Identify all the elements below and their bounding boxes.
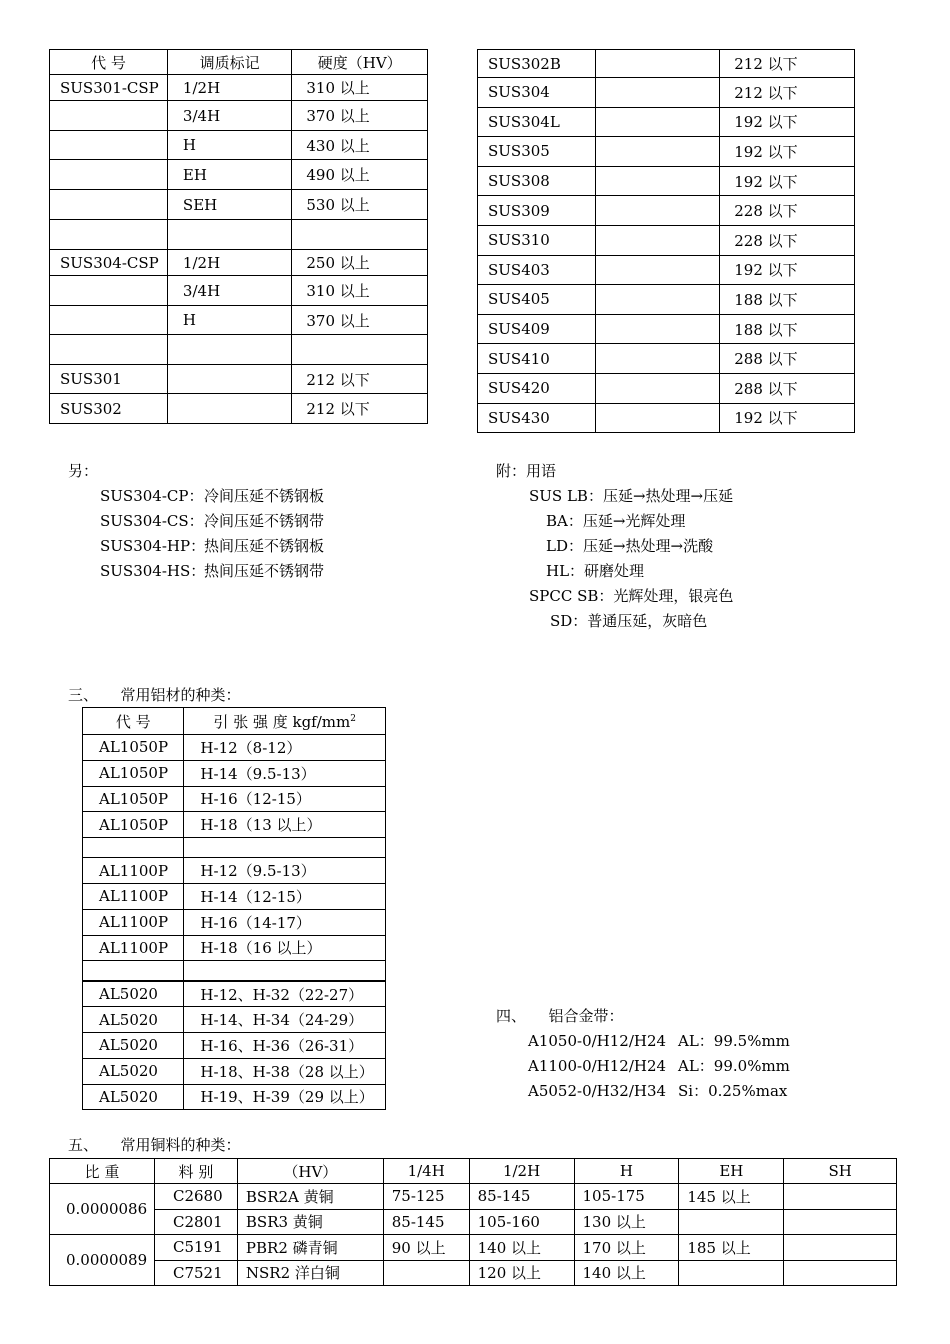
alloy-strip-section [496,1004,790,1104]
header-code: 代 号 [83,708,184,735]
glossary-item: HL：研磨处理 [546,562,645,580]
table-row [83,1058,386,1084]
glossary [496,459,733,634]
grade-cell: SUS403 [478,255,596,285]
al-code-cell: AL1100P [83,858,184,884]
alloy-item [528,1029,790,1054]
note-item [100,509,324,534]
temper-cell: 1/2H [167,250,291,276]
hardness-cell: 530 以上 [292,190,428,220]
cu-spring-hard-cell [784,1184,897,1210]
grade-cell [50,335,168,365]
temper-cell: H [167,306,291,335]
glossary-item: SUS LB：压延→热处理→压延 [529,487,734,505]
temper-cell [595,373,719,403]
glossary-item: SD：普通压延，灰暗色 [550,612,708,630]
al-strength-cell: H-14（12-15） [184,883,386,909]
other-notes [68,459,324,584]
header-hardness: 硬度（HV） [292,50,428,75]
temper-cell: 3/4H [167,276,291,306]
note-desc: 冷间压延不锈钢板 [204,487,325,505]
table-row [83,1032,386,1058]
cu-quarter-hard-cell: 90 以上 [383,1235,469,1261]
temper-cell [595,255,719,285]
table-row [83,1084,386,1110]
grade-cell: SUS405 [478,285,596,315]
table-row [83,883,386,909]
cu-spring-hard-cell [784,1260,897,1286]
table-row [478,166,855,196]
header-grade: 料 别 [154,1159,237,1184]
cu-name-cell: BSR3 黄铜 [237,1209,383,1235]
al-code-cell: AL5020 [83,1084,184,1110]
table-row [83,981,386,1007]
grade-cell [50,131,168,160]
hardness-cell: 192 以下 [720,403,855,433]
al-strength-cell [184,961,386,981]
table-row [478,196,855,226]
grade-cell: SUS420 [478,373,596,403]
table-row [50,1235,897,1261]
al-code-cell: AL1050P [83,786,184,812]
table-row [478,373,855,403]
cu-hard-cell: 140 以上 [574,1260,679,1286]
spacer-row [83,961,386,981]
table-row [50,101,428,131]
table-row [50,1209,897,1235]
al-code-cell: AL5020 [83,1007,184,1033]
header-half-hard: 1/2H [469,1159,574,1184]
hardness-cell: 188 以下 [720,314,855,344]
header-superscript: 2 [350,713,356,724]
hardness-cell: 192 以下 [720,255,855,285]
alloy-item [528,1079,790,1104]
cu-half-hard-cell: 120 以上 [469,1260,574,1286]
grade-cell [50,276,168,306]
table-row [50,1260,897,1286]
temper-cell [595,50,719,78]
hardness-cell: 430 以上 [292,131,428,160]
stainless-hardness-table-left [49,49,428,424]
temper-cell: EH [167,160,291,190]
hardness-cell: 212 以下 [720,78,855,108]
header-quarter-hard: 1/4H [383,1159,469,1184]
alloy-grade: A1050-0/H12/H24 [528,1032,667,1050]
header-density: 比 重 [50,1159,155,1184]
cu-half-hard-cell: 140 以上 [469,1235,574,1261]
table-row [478,78,855,108]
table-row [478,255,855,285]
table-row [478,137,855,167]
copper-section-title: 五、 常用铜料的种类： [68,1136,241,1154]
temper-cell: 1/2H [167,75,291,101]
al-code-cell: AL5020 [83,1058,184,1084]
cu-hard-cell: 105-175 [574,1184,679,1210]
aluminum-section-title: 三、 常用铝材的种类： [68,686,241,704]
al-strength-cell: H-16（12-15） [184,786,386,812]
table-row [50,131,428,160]
cu-extra-hard-cell: 145 以上 [679,1184,784,1210]
table-row [83,760,386,786]
al-strength-cell: H-14（9.5-13） [184,760,386,786]
glossary-title: 附：用语 [496,462,557,480]
table-row [478,50,855,78]
grade-cell: SUS302 [50,394,168,424]
temper-cell [595,344,719,374]
glossary-item: BA：压延→光辉处理 [546,512,686,530]
table-row [50,394,428,424]
temper-cell [595,78,719,108]
hardness-cell: 288 以下 [720,344,855,374]
copper-table [49,1158,897,1286]
hardness-cell: 212 以下 [292,365,428,394]
cu-quarter-hard-cell: 75-125 [383,1184,469,1210]
cu-grade-cell: C7521 [154,1260,237,1286]
note-desc: 热间压延不锈钢板 [204,537,325,555]
stainless-hardness-table-right [477,49,855,433]
table-row [83,858,386,884]
alloy-strip-title: 四、 铝合金带： [496,1007,624,1025]
al-code-cell: AL1050P [83,760,184,786]
al-code-cell: AL1100P [83,883,184,909]
al-code-cell [83,961,184,981]
cu-extra-hard-cell [679,1260,784,1286]
al-strength-cell: H-18、H-38（28 以上） [184,1058,386,1084]
hardness-cell [292,335,428,365]
table-row [478,314,855,344]
cu-hard-cell: 130 以上 [574,1209,679,1235]
grade-cell: SUS304-CSP [50,250,168,276]
cu-grade-cell: C5191 [154,1235,237,1261]
note-code: SUS304-CS： [100,512,204,530]
hardness-cell: 212 以下 [720,50,855,78]
header-extra-hard: EH [679,1159,784,1184]
temper-cell [595,137,719,167]
hardness-cell: 370 以上 [292,101,428,131]
table-row [50,160,428,190]
cu-quarter-hard-cell [383,1260,469,1286]
grade-cell: SUS302B [478,50,596,78]
cu-name-cell: PBR2 磷青铜 [237,1235,383,1261]
hardness-cell: 212 以下 [292,394,428,424]
temper-cell [595,166,719,196]
other-notes-title: 另： [68,462,99,480]
hardness-cell: 192 以下 [720,107,855,137]
grade-cell: SUS409 [478,314,596,344]
cu-grade-cell: C2680 [154,1184,237,1210]
hardness-cell: 228 以下 [720,225,855,255]
table-row [478,285,855,315]
alloy-item [528,1054,790,1079]
note-code: SUS304-HP： [100,537,206,555]
table-row [478,403,855,433]
aluminum-table [82,707,386,1110]
grade-cell: SUS301 [50,365,168,394]
al-strength-cell: H-12（9.5-13） [184,858,386,884]
al-strength-cell: H-16（14-17） [184,909,386,935]
header-hv: （HV） [237,1159,383,1184]
hardness-cell: 288 以下 [720,373,855,403]
temper-cell [167,394,291,424]
temper-cell [595,107,719,137]
glossary-item: SPCC SB：光辉处理，银亮色 [529,587,734,605]
table-row [478,225,855,255]
al-code-cell: AL1100P [83,909,184,935]
hardness-cell: 188 以下 [720,285,855,315]
cu-quarter-hard-cell: 85-145 [383,1209,469,1235]
hardness-cell: 250 以上 [292,250,428,276]
hardness-cell: 192 以下 [720,137,855,167]
alloy-grade: A5052-0/H32/H34 [528,1082,667,1100]
al-code-cell [83,838,184,858]
cu-name-cell: NSR2 洋白铜 [237,1260,383,1286]
table-row [50,75,428,101]
temper-cell [167,220,291,250]
grade-cell: SUS310 [478,225,596,255]
temper-cell [167,365,291,394]
al-strength-cell: H-18（13 以上） [184,812,386,838]
temper-cell [595,285,719,315]
hardness-cell: 490 以上 [292,160,428,190]
al-strength-cell: H-16、H-36（26-31） [184,1032,386,1058]
table-row [83,786,386,812]
note-desc: 冷间压延不锈钢带 [204,512,325,530]
al-code-cell: AL1100P [83,935,184,961]
table-header-row [50,50,428,75]
note-desc: 热间压延不锈钢带 [204,562,325,580]
temper-cell: 3/4H [167,101,291,131]
al-code-cell: AL5020 [83,981,184,1007]
temper-cell [167,335,291,365]
table-row [83,1007,386,1033]
table-row [50,250,428,276]
table-row [83,735,386,761]
alloy-spec: Si：0.25%max [678,1082,788,1100]
grade-cell: SUS430 [478,403,596,433]
hardness-cell: 310 以上 [292,75,428,101]
al-strength-cell: H-14、H-34（24-29） [184,1007,386,1033]
grade-cell: SUS309 [478,196,596,226]
spacer-row [83,838,386,858]
header-temper: 调质标记 [167,50,291,75]
al-code-cell: AL1050P [83,735,184,761]
cu-spring-hard-cell [784,1209,897,1235]
grade-cell [50,306,168,335]
grade-cell [50,160,168,190]
note-code: SUS304-HS： [100,562,206,580]
temper-cell [595,314,719,344]
grade-cell [50,220,168,250]
hardness-cell: 192 以下 [720,166,855,196]
al-strength-cell: H-18（16 以上） [184,935,386,961]
hardness-cell: 310 以上 [292,276,428,306]
hardness-cell: 228 以下 [720,196,855,226]
note-item [100,484,324,509]
table-row [83,909,386,935]
note-item [100,559,324,584]
al-strength-cell: H-12（8-12） [184,735,386,761]
alloy-spec: AL：99.0%mm [678,1057,790,1075]
table-row [50,190,428,220]
cu-extra-hard-cell [679,1209,784,1235]
note-code: SUS304-CP： [100,487,204,505]
table-row [50,1184,897,1210]
header-hard: H [574,1159,679,1184]
grade-cell: SUS301-CSP [50,75,168,101]
hardness-cell: 370 以上 [292,306,428,335]
table-header-row [83,708,386,735]
temper-cell: SEH [167,190,291,220]
cu-half-hard-cell: 85-145 [469,1184,574,1210]
table-row [83,812,386,838]
table-row [50,276,428,306]
header-code: 代 号 [50,50,168,75]
table-row [83,935,386,961]
temper-cell [595,225,719,255]
table-row [50,335,428,365]
cu-spring-hard-cell [784,1235,897,1261]
cu-half-hard-cell: 105-160 [469,1209,574,1235]
table-row [478,344,855,374]
grade-cell: SUS304 [478,78,596,108]
table-row [50,306,428,335]
al-strength-cell [184,838,386,858]
al-code-cell: AL1050P [83,812,184,838]
temper-cell [595,196,719,226]
temper-cell: H [167,131,291,160]
temper-cell [595,403,719,433]
grade-cell: SUS308 [478,166,596,196]
density-cell: 0.0000089 [50,1235,155,1286]
cu-grade-cell: C2801 [154,1209,237,1235]
note-item [100,534,324,559]
header-spring-hard: SH [784,1159,897,1184]
cu-name-cell: BSR2A 黄铜 [237,1184,383,1210]
table-row [50,220,428,250]
alloy-spec: AL：99.5%mm [678,1032,790,1050]
grade-cell: SUS304L [478,107,596,137]
table-row [50,365,428,394]
grade-cell: SUS410 [478,344,596,374]
glossary-item: LD：压延→热处理→洗酸 [546,537,714,555]
al-code-cell: AL5020 [83,1032,184,1058]
cu-hard-cell: 170 以上 [574,1235,679,1261]
alloy-grade: A1100-0/H12/H24 [528,1057,667,1075]
grade-cell [50,190,168,220]
table-header-row [50,1159,897,1184]
grade-cell [50,101,168,131]
density-cell: 0.0000086 [50,1184,155,1235]
table-row [478,107,855,137]
hardness-cell [292,220,428,250]
cu-extra-hard-cell: 185 以上 [679,1235,784,1261]
header-strength: 引 张 强 度 kgf/$mm^2$ [184,708,386,735]
al-strength-cell: H-12、H-32（22-27） [184,981,386,1007]
grade-cell: SUS305 [478,137,596,167]
al-strength-cell: H-19、H-39（29 以上） [184,1084,386,1110]
